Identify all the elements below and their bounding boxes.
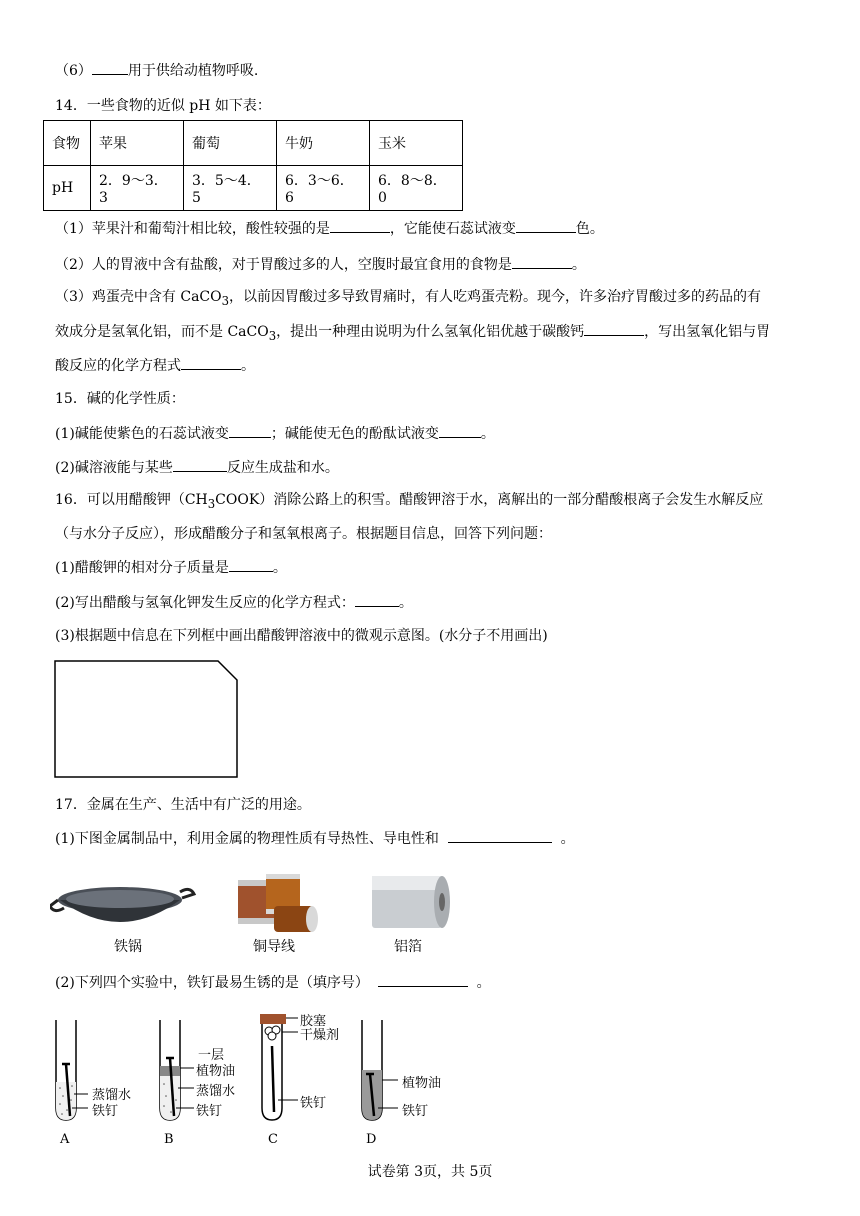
tube-b-label-nail: 铁钉	[196, 1104, 223, 1119]
q14-part3-line1: （3）鸡蛋壳中含有 CaCO$_3$，以前因胃酸过多导致胃痛时，有人吃鸡蛋壳粉。现今，许多治疗胃酸过多的药品的有	[55, 289, 762, 308]
copper-wire-icon	[238, 874, 318, 932]
tube-d-letter: D	[366, 1132, 377, 1147]
answer-blank[interactable]	[584, 321, 644, 336]
q17-intro: 17．金属在生产、生活中有广泛的用途。	[55, 797, 311, 813]
tube-b-label-oil: 植物油	[196, 1064, 236, 1079]
ph-table	[43, 120, 463, 211]
answer-blank[interactable]	[448, 828, 552, 843]
tube-c-label-nail: 铁钉	[300, 1096, 327, 1111]
tube-a-label-nail: 铁钉	[92, 1104, 119, 1119]
q13-line6: （6） 用于供给动植物呼吸.	[55, 60, 258, 81]
table-cell: 6．3～6．6	[277, 166, 370, 211]
table-cell: 葡萄	[184, 121, 277, 166]
q15-part1: (1)碱能使紫色的石蕊试液变 ；碱能使无色的酚酞试液变 。	[55, 423, 495, 444]
tube-b-label-water: 蒸馏水	[196, 1084, 236, 1099]
q16-part3: (3)根据题中信息在下列框中画出醋酸钾溶液中的微观示意图。(水分子不用画出)	[55, 628, 548, 644]
table-cell: 牛奶	[277, 121, 370, 166]
answer-blank[interactable]	[439, 423, 481, 438]
q14-part1: （1）苹果汁和葡萄汁相比较，酸性较强的是 ，它能使石蕊试液变 色。	[55, 218, 604, 239]
drawing-box[interactable]	[54, 660, 238, 778]
answer-blank[interactable]	[173, 457, 227, 472]
q16-part1: (1)醋酸钾的相对分子质量是 。	[55, 557, 287, 578]
tube-a-label-water: 蒸馏水	[92, 1088, 132, 1103]
item-label-wok: 铁锅	[114, 939, 142, 955]
q14-part3-line3: 酸反应的化学方程式 。	[55, 355, 255, 376]
table-cell: 2．9～3．3	[91, 166, 184, 211]
table-cell: 食物	[44, 121, 91, 166]
answer-blank[interactable]	[516, 218, 576, 233]
q14-part2: （2）人的胃液中含有盐酸，对于胃酸过多的人，空腹时最宜食用的食物是 。	[55, 254, 586, 275]
tube-b-label-layer: 一层	[198, 1048, 225, 1063]
table-cell: 6．8～8．0	[370, 166, 463, 211]
answer-blank[interactable]	[92, 60, 128, 75]
q16-line2: （与水分子反应），形成醋酸分子和氢氧根离子。根据题目信息，回答下列问题：	[55, 526, 552, 542]
q14-part3-line2: 效成分是氢氧化铝，而不是 CaCO$_3$，提出一种理由说明为什么氢氧化铝优越于碳酸钙 ，写出氢氧化铝与胃	[55, 321, 770, 346]
tube-c-label-desiccant: 干燥剂	[300, 1028, 340, 1043]
table-cell: 玉米	[370, 121, 463, 166]
tube-d-label-oil: 植物油	[402, 1076, 442, 1091]
table-row	[44, 121, 463, 166]
q17-part2: (2)下列四个实验中，铁钉最易生锈的是（填序号） 。	[55, 972, 491, 993]
metal-items-figure	[50, 870, 460, 936]
table-cell: pH	[44, 166, 91, 211]
tube-d-icon	[362, 1020, 398, 1120]
q15-intro: 15．碱的化学性质：	[55, 391, 185, 407]
q15-part2: (2)碱溶液能与某些 反应生成盐和水。	[55, 457, 339, 478]
answer-blank[interactable]	[330, 218, 390, 233]
table-row	[44, 166, 463, 211]
answer-blank[interactable]	[229, 557, 273, 572]
q16-part2: (2)写出醋酸与氢氧化钾发生反应的化学方程式： 。	[55, 592, 413, 613]
table-cell: 苹果	[91, 121, 184, 166]
tube-c-label-stopper: 胶塞	[300, 1014, 327, 1029]
tube-c-icon	[260, 1014, 298, 1120]
answer-blank[interactable]	[512, 254, 572, 269]
page-footer: 试卷第 3页，共 5页	[367, 1164, 493, 1180]
item-label-aluminum-foil: 铝箔	[394, 939, 422, 955]
item-label-copper-wire: 铜导线	[253, 939, 295, 955]
tube-b-letter: B	[164, 1132, 174, 1147]
answer-blank[interactable]	[229, 423, 271, 438]
answer-blank[interactable]	[355, 592, 399, 607]
answer-blank[interactable]	[378, 972, 468, 987]
q17-part1: (1)下图金属制品中，利用金属的物理性质有导热性、导电性和 。	[55, 828, 575, 849]
q14-intro: 14．一些食物的近似 pH 如下表：	[55, 98, 271, 114]
tube-a-icon	[56, 1020, 88, 1120]
tube-c-letter: C	[268, 1132, 278, 1147]
tube-b-icon	[160, 1020, 194, 1120]
tube-a-letter: A	[60, 1132, 70, 1147]
aluminum-foil-icon	[372, 876, 450, 928]
answer-blank[interactable]	[181, 355, 241, 370]
wok-icon	[50, 887, 194, 922]
table-cell: 3．5～4．5	[184, 166, 277, 211]
tube-d-label-nail: 铁钉	[402, 1104, 429, 1119]
q16-line1: 16．可以用醋酸钾$(CH_3COOK)$消除公路上的积雪。醋酸钾溶于水，离解出的一部分醋酸根离子会发生水解反应	[55, 492, 764, 511]
